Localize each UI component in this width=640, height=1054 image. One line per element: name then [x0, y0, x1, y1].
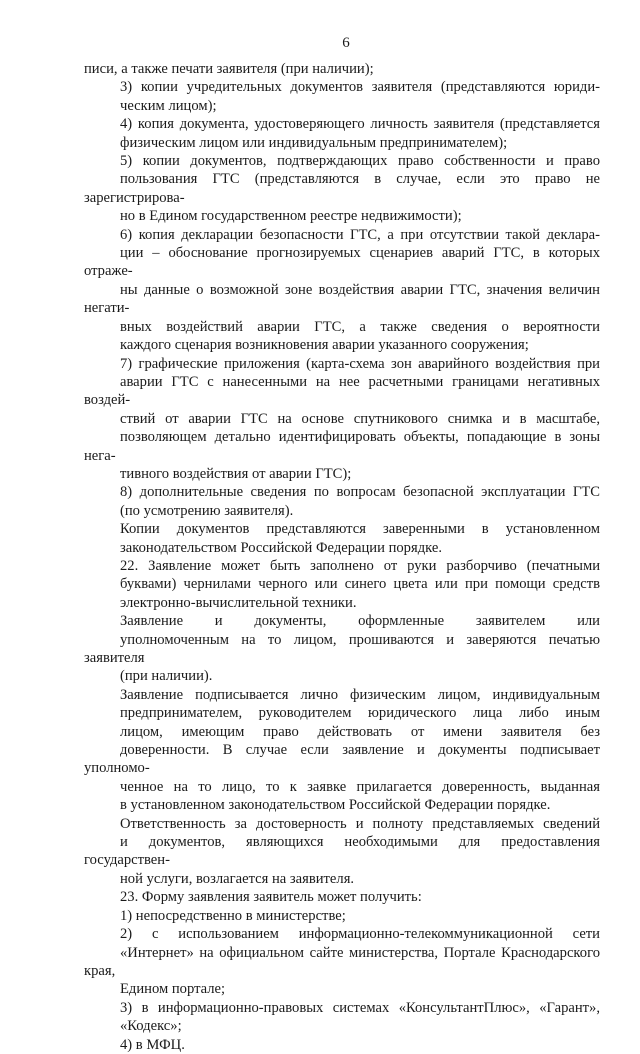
- text-line: тивного воздействия от аварии ГТС);: [120, 465, 352, 482]
- text-line: ческим лицом);: [120, 97, 217, 114]
- text-line: ченное на то лицо, то к заявке прилагается доверенность, выданная: [120, 778, 600, 795]
- text-line: Заявление подписывается лично физическим лицом, индивидуальным: [120, 686, 600, 703]
- text-line: 4) в МФЦ.: [120, 1036, 185, 1053]
- text-line: 2) с использованием информационно-телекоммуникационной сети: [120, 926, 600, 943]
- text-line: каждого сценария возникновения аварии указанного сооружения;: [120, 337, 529, 354]
- text-line: 3) в информационно-правовых системах «КонсультантПлюс», «Гарант»,: [120, 999, 600, 1016]
- text-line: 22. Заявление может быть заполнено от руки разборчиво (печатными: [120, 557, 600, 574]
- paragraph: [84, 686, 600, 815]
- page-number: 6: [342, 35, 350, 51]
- text-line: 5) копии документов, подтверждающих право собственности и право: [120, 153, 600, 170]
- paragraph: [84, 115, 600, 152]
- text-line: 6) копия декларации безопасности ГТС, а при отсутствии такой деклара-: [120, 226, 600, 243]
- paragraph: [84, 612, 600, 686]
- paragraph: [84, 152, 600, 226]
- text-line: Заявление и документы, оформленные заявителем или: [120, 613, 600, 630]
- text-line: физическим лицом или индивидуальным предпринимателем);: [120, 134, 508, 151]
- text-line: электронно-вычислительной техники.: [120, 594, 357, 611]
- text-line: 23. Форму заявления заявитель может получить:: [120, 889, 422, 906]
- text-line: 1) непосредственно в министерстве;: [120, 907, 346, 924]
- paragraph: [84, 355, 600, 484]
- text-line: (по усмотрению заявителя).: [120, 502, 294, 519]
- text-line: 3) копии учредительных документов заявителя (представляются юриди-: [120, 79, 600, 96]
- text-line: 8) дополнительные сведения по вопросам безопасной эксплуатации ГТС: [120, 484, 600, 501]
- paragraph: [84, 999, 600, 1036]
- text-line: Едином портале;: [120, 981, 226, 998]
- paragraph: [84, 557, 600, 612]
- text-line: но в Едином государственном реестре недвижимости);: [120, 208, 462, 225]
- text-line: ствий от аварии ГТС на основе спутникового снимка и в масштабе,: [120, 410, 600, 427]
- text-line: и документов, являющихся необходимыми для предоставления государствен-: [84, 834, 600, 869]
- text-line: лицом, имеющим право действовать от имени заявителя без: [120, 723, 600, 740]
- paragraph: [84, 925, 600, 999]
- paragraph: [84, 226, 600, 355]
- text-line: ной услуги, возлагается на заявителя.: [120, 870, 355, 887]
- text-line: в установленном законодательством Российской Федерации порядке.: [120, 797, 551, 814]
- paragraph: [84, 483, 600, 520]
- text-line: (при наличии).: [120, 668, 213, 685]
- text-line: предпринимателем, руководителем юридического лица либо иным: [120, 705, 600, 722]
- text-line: ны данные о возможной зоне воздействия аварии ГТС, значения величин негати-: [84, 281, 600, 317]
- text-line: вных воздействий аварии ГТС, а также сведения о вероятности: [120, 318, 600, 335]
- paragraph: [84, 520, 600, 557]
- text-line: доверенности. В случае если заявление и документы подписывает уполномо-: [84, 742, 600, 777]
- text-line: ции – обоснование прогнозируемых сценариев аварий ГТС, в которых отраже-: [84, 245, 600, 280]
- paragraph: [84, 907, 600, 925]
- text-line: аварии ГТС с нанесенными на нее расчетными границами негативных воздей-: [84, 373, 600, 409]
- paragraph: [84, 888, 600, 906]
- paragraph: [84, 60, 600, 78]
- text-line: «Кодекс»;: [120, 1018, 182, 1035]
- text-line: законодательством Российской Федерации порядке.: [120, 539, 442, 556]
- text-line: Копии документов представляются заверенными в установленном: [120, 521, 600, 538]
- text-line: 7) графические приложения (карта-схема зон аварийного воздействия при: [120, 355, 600, 372]
- text-line: буквами) чернилами черного или синего цвета или при помощи средств: [120, 576, 600, 593]
- text-line: 4) копия документа, удостоверяющего личность заявителя (представляется: [120, 116, 600, 133]
- paragraph: [84, 78, 600, 115]
- text-line: уполномоченным на то лицом, прошиваются и заверяются печатью заявителя: [84, 631, 600, 666]
- text-line: Ответственность за достоверность и полноту представляемых сведений: [120, 815, 600, 832]
- text-line: писи, а также печати заявителя (при наличии);: [84, 61, 374, 77]
- text-line: позволяющем детально идентифицировать объекты, попадающие в зоны нега-: [84, 429, 600, 464]
- text-line: пользования ГТС (представляются в случае, если это право не зарегистрирова-: [84, 171, 600, 206]
- paragraph: [84, 815, 600, 889]
- paragraph: [84, 1036, 600, 1054]
- text-line: «Интернет» на официальном сайте министерства, Портале Краснодарского края,: [84, 944, 600, 979]
